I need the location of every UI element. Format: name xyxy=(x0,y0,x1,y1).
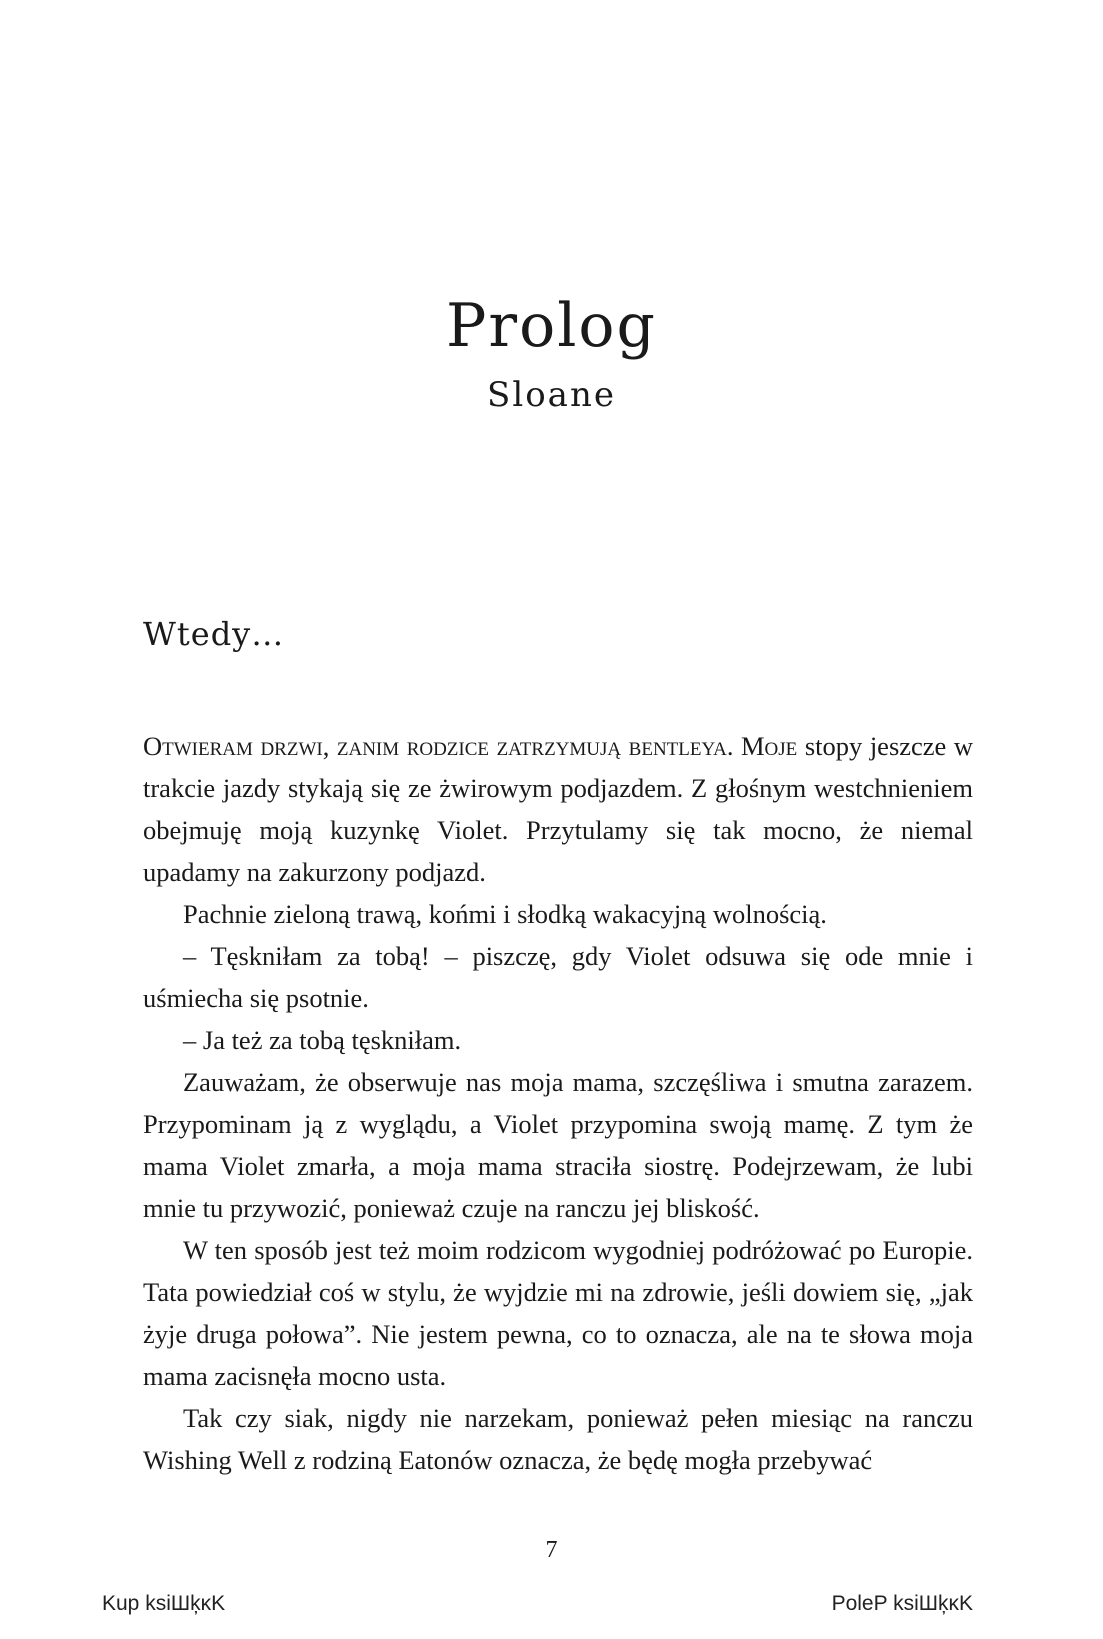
paragraph-2: Pachnie zieloną trawą, końmi i słodką wakacyjną wolnością. xyxy=(183,899,827,929)
recommend-book-link[interactable]: PoleP ksiШķĸK xyxy=(831,1592,973,1615)
paragraph-6: W ten sposób jest też moim rodzicom wygodniej podróżować po Europie. Tata powiedział coś w stylu, że wyjdzie mi na zdrowie, jeśli dowiem się, „jak żyje druga połowa”. Nie jestem pewna, co to oznacza, ale na te słowa moja mama zacisnęła mocno usta. xyxy=(143,1235,973,1391)
section-heading: Wtedy… xyxy=(143,615,285,653)
paragraph-3: – Tęskniłam za tobą! – piszczę, gdy Violet odsuwa się ode mnie i uśmiecha się psotnie. xyxy=(143,941,973,1013)
paragraph-1-text: stopy jeszcze w trakcie jazdy stykają się ze żwirowym podjazdem. Z głośnym westchnieniem obejmuję moją kuzynkę Violet. Przytulamy się tak mocno, że niemal upadamy na zakurzony podjazd. xyxy=(143,731,973,887)
body-text xyxy=(143,725,973,1481)
paragraph-7: Tak czy siak, nigdy nie narzekam, ponieważ pełen miesiąc na ranczu Wishing Well z rodziną Eatonów oznacza, że będę mogła przebywać xyxy=(143,1403,973,1475)
page-number: 7 xyxy=(545,1537,558,1563)
paragraph-1 xyxy=(143,725,973,893)
buy-book-link[interactable]: Kup ksiШķĸK xyxy=(102,1592,226,1615)
paragraph-5: Zauważam, że obserwuje nas moja mama, szczęśliwa i smutna zarazem. Przypominam ją z wyglądu, a Violet przypomina swoją mamę. Z tym że mama Violet zmarła, a moja mama straciła siostrę. Podejrzewam, że lubi mnie tu przywozić, ponieważ czuje na ranczu jej bliskość. xyxy=(143,1067,973,1223)
chapter-title: Prolog xyxy=(446,291,657,361)
paragraph-1-opening: Otwieram drzwi, zanim rodzice zatrzymują bentleya. Moje xyxy=(143,731,798,761)
paragraph-4: – Ja też za tobą tęskniłam. xyxy=(183,1025,462,1055)
chapter-subtitle: Sloane xyxy=(487,375,616,415)
